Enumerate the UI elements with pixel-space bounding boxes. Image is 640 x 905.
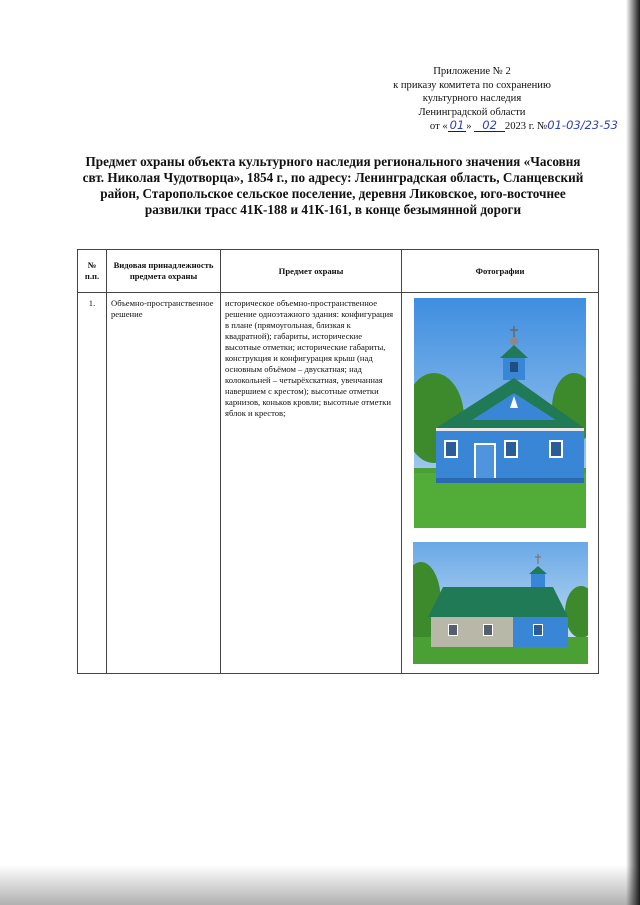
annex-date-line (352, 119, 618, 134)
annex-line-3: культурного наследия (422, 93, 522, 105)
header-photos: Фотографии (402, 250, 599, 293)
annex-line-2: к приказу комитета по сохранению (393, 79, 551, 91)
row-subject: историческое объемно-пространственное решение одноэтажного здания: конфигурация в плане (прямоугольная, близкая к квадратной); габариты, исторические высотные отметки; исторические габариты, конструкция и конфигурация крыш (над основным объёмом – двускатная; над колокольней – четырёхскатная, увенчанная навершием с крестом); высотные отметки карнизов, коньков кровли; высотные отметки яблок и крестов; (221, 293, 402, 674)
annex-line-1: Приложение № 2 (433, 66, 511, 77)
chapel-photo-front (414, 298, 586, 528)
date-day: 01 (449, 118, 465, 133)
date-month: 02 (474, 120, 505, 132)
order-number: 01-03/23-53 (547, 118, 618, 133)
row-type: Объемно-пространственное решение (107, 293, 221, 674)
header-subject: Предмет охраны (221, 250, 402, 293)
document-title: Предмет охраны объекта культурного наследия регионального значения «Часовня свт. Николая Чудотворца», 1854 г., по адресу: Ленинградская область, Сланцевский район, Старопольское сельское поселение, деревня Ликовское, юго-восточнее развилки трасс 41К-188 и 41К-161, в конце безымянной дороги (82, 154, 584, 217)
row-photos (402, 293, 599, 674)
table-row (78, 293, 599, 674)
header-type: Видовая принадлежность предмета охраны (107, 250, 221, 293)
annex-header (352, 65, 618, 134)
scan-bottom-shadow (0, 865, 640, 905)
annex-line-4: Ленинградской области (418, 106, 526, 118)
header-num: № п.п. (78, 250, 107, 293)
row-num: 1. (78, 293, 107, 674)
table-header-row (78, 250, 599, 293)
date-prefix: от « (429, 121, 448, 133)
protection-table (77, 249, 599, 674)
date-year: 2023 г. № (504, 121, 548, 133)
date-mid: » (466, 121, 472, 133)
chapel-photo-side (413, 542, 588, 664)
scan-edge-shadow (626, 0, 640, 905)
